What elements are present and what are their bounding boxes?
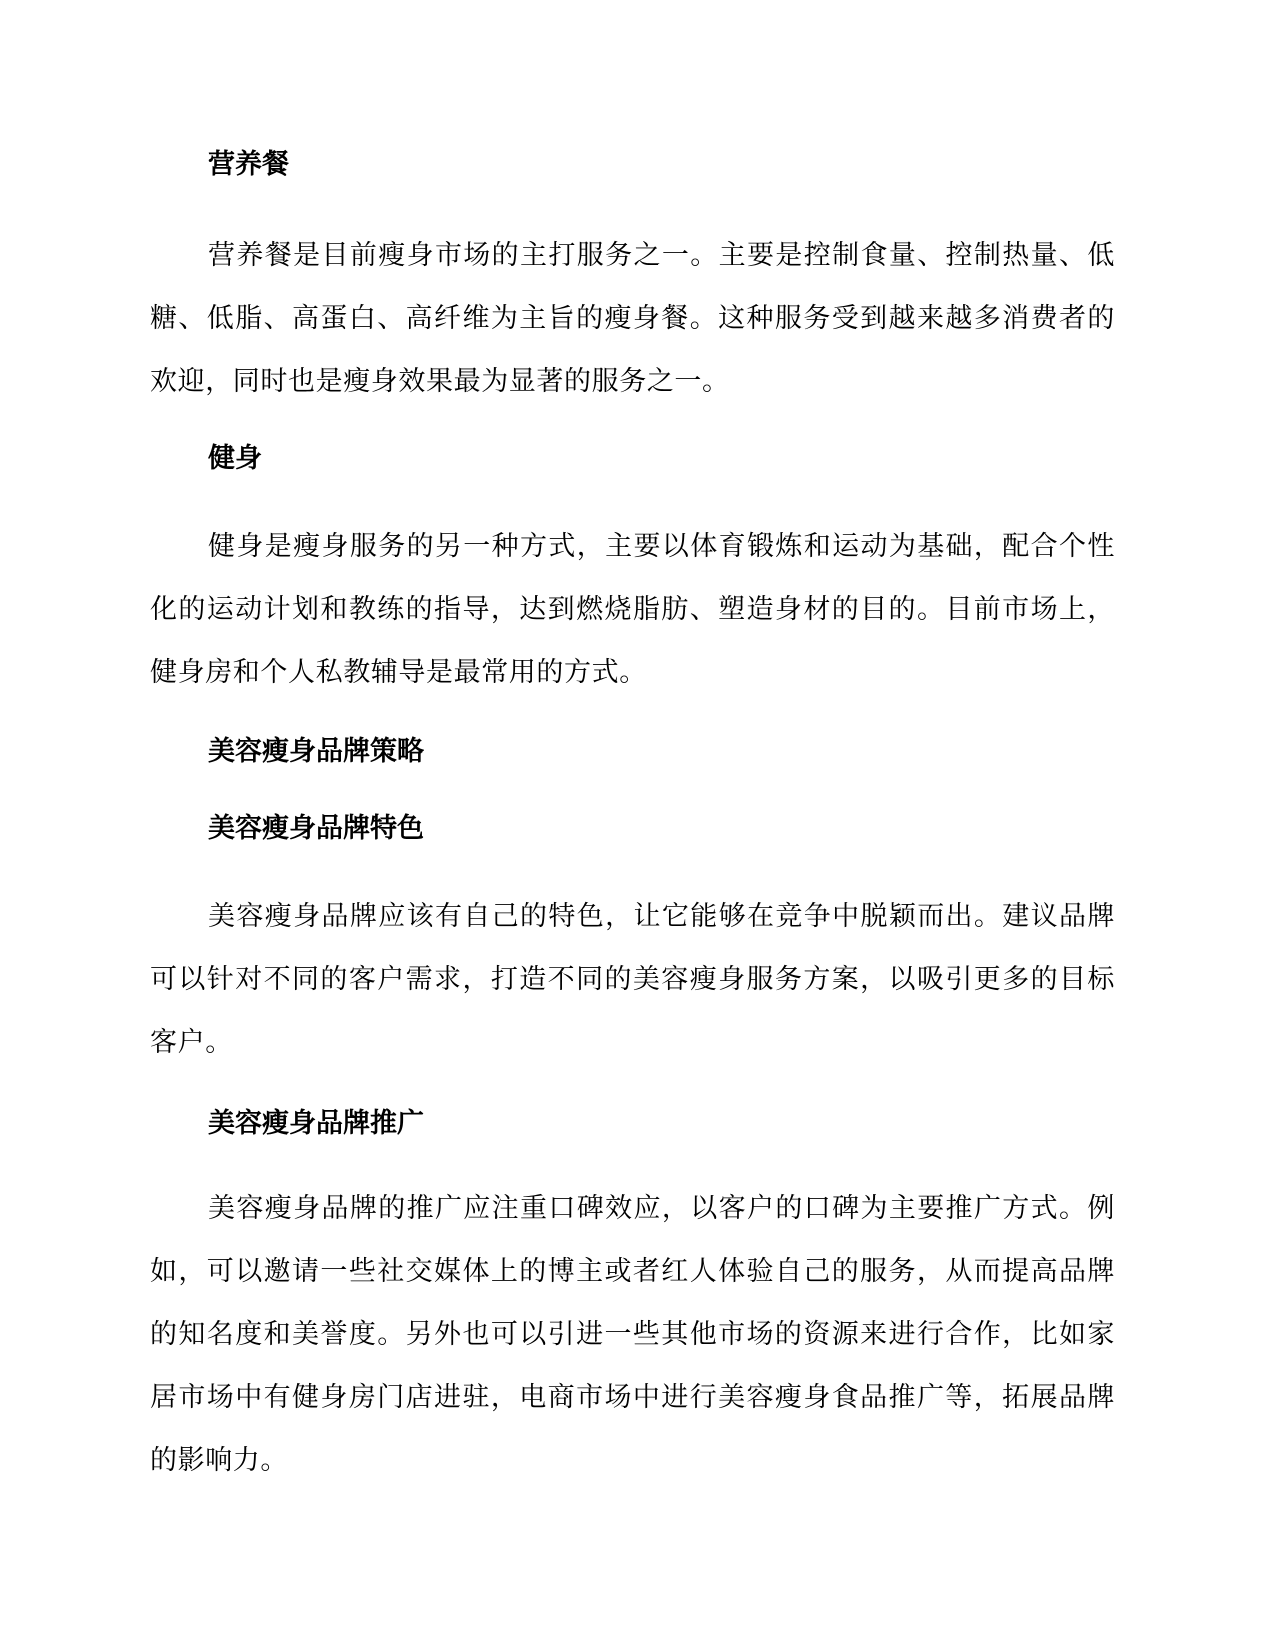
heading-nutrition-meal: 营养餐 — [208, 149, 289, 180]
paragraph-nutrition-meal: 营养餐是目前瘦身市场的主打服务之一。主要是控制食量、控制热量、低糖、低脂、高蛋白、高纤维为主旨的瘦身餐。这种服务受到越来越多消费者的欢迎，同时也是瘦身效果最为显著的服务之一。 — [150, 240, 1115, 397]
paragraph-brand-features: 美容瘦身品牌应该有自己的特色，让它能够在竞争中脱颖而出。建议品牌可以针对不同的客户需求，打造不同的美容瘦身服务方案，以吸引更多的目标客户。 — [150, 901, 1115, 1058]
paragraph-brand-promotion: 美容瘦身品牌的推广应注重口碑效应，以客户的口碑为主要推广方式。例如，可以邀请一些社交媒体上的博主或者红人体验自己的服务，从而提高品牌的知名度和美誉度。另外也可以引进一些其他市场的资源来进行合作，比如家居市场中有健身房门店进驻，电商市场中进行美容瘦身食品推广等，拓展品牌的影响力。 — [150, 1193, 1115, 1476]
heading-brand-strategy: 美容瘦身品牌策略 — [208, 736, 424, 767]
heading-brand-promotion: 美容瘦身品牌推广 — [208, 1108, 424, 1139]
heading-brand-features: 美容瘦身品牌特色 — [208, 813, 424, 844]
heading-fitness: 健身 — [208, 443, 262, 474]
document-body — [150, 145, 1115, 1492]
paragraph-fitness: 健身是瘦身服务的另一种方式，主要以体育锻炼和运动为基础，配合个性化的运动计划和教练的指导，达到燃烧脂肪、塑造身材的目的。目前市场上，健身房和个人私教辅导是最常用的方式。 — [150, 531, 1115, 688]
